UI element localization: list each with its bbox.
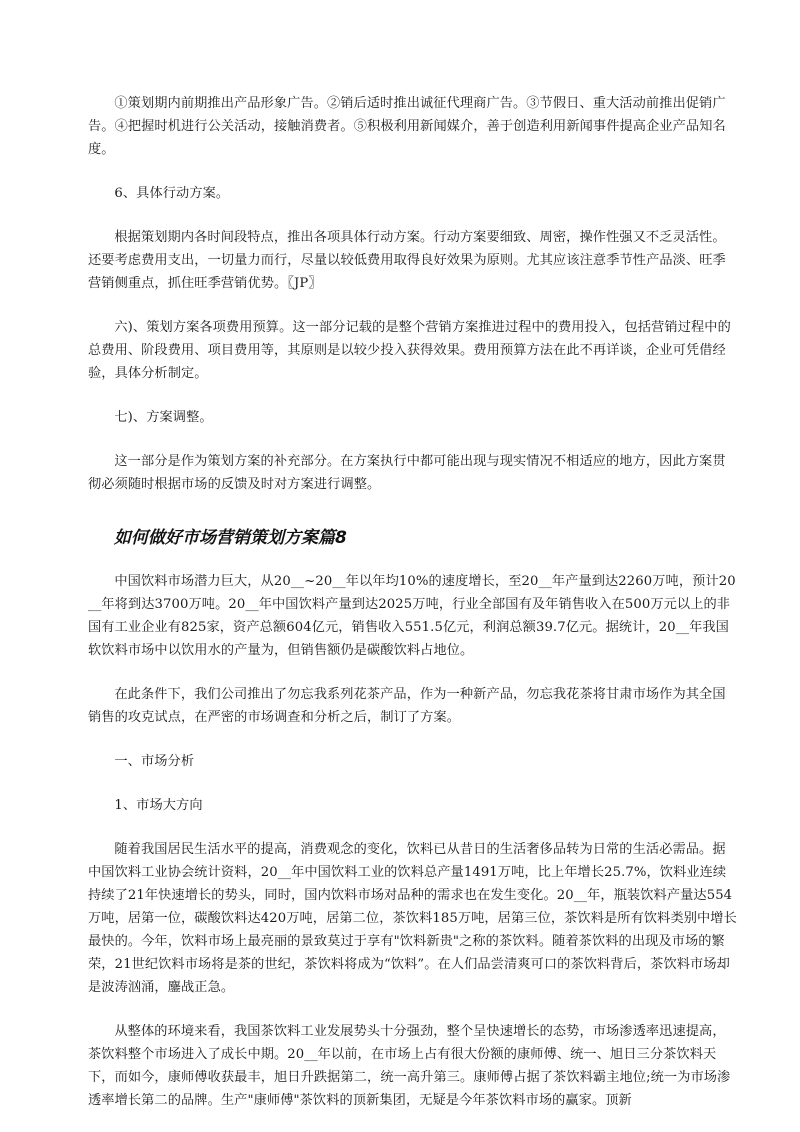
paragraph-product-intro: 在此条件下，我们公司推出了勿忘我系列花茶产品，作为一种新产品，勿忘我花茶将甘肃市场作为其全国销售的攻克试点，在严密的市场调查和分析之后，制订了方案。: [88, 687, 726, 725]
paragraph-market-direction-title: 1、市场大方向: [114, 798, 203, 813]
document-page: [88, 92, 738, 1112]
paragraph-overall-environment: 从整体的环境来看，我国茶饮料工业发展势头十分强劲，整个呈快速增长的态势，市场渗透率迅速提高，茶饮料整个市场进入了成长中期。20__年以前，在市场上占有很大份额的康师傅、统一、旭日三分茶饮料天下，而如今，康师傅收获最丰，旭日升跌据第二，统一高升第三。康师傅占据了茶饮料霸主地位;统一为市场渗透率增长第二的品牌。生产"康师傅"茶饮料的顶新集团，无疑是今年茶饮料市场的赢家。顶新: [88, 1024, 731, 1108]
paragraph-ad-schedule: ①策划期内前期推出产品形象广告。②销后适时推出诚征代理商广告。③节假日、重大活动前推出促销广告。④把握时机进行公关活动，接触消费者。⑤积极利用新闻媒介，善于创造利用新闻事件提高企业产品知名度。: [88, 96, 726, 157]
paragraph-market-potential: 中国饮料市场潜力巨大，从20__~20__年以年均10%的速度增长，至20__年产量到达2260万吨，预计20__年将到达3700万吨。20__年中国饮料产量到达2025万吨，行业全部国有及年销售收入在500万元以上的非国有工业企业有825家，资产总额604亿元，销售收入551.5亿元，利润总额39.7亿元。据统计，20__年我国软饮料市场中以饮用水的产量为，但销售额仍是碳酸饮料占地位。: [88, 574, 736, 658]
paragraph-market-analysis-title: 一、市场分析: [114, 754, 195, 769]
paragraph-action-plan: 根据策划期内各时间段特点，推出各项具体行动方案。行动方案要细致、周密，操作性强又不乏灵活性。还要考虑费用支出，一切量力而行，尽量以较低费用取得良好效果为原则。尤其应该注意季节性产品淡、旺季营销侧重点，抓住旺季营销优势。〖JP〗: [88, 230, 726, 291]
section-heading: 如何做好市场营销策划方案篇8: [114, 528, 347, 548]
paragraph-adjust-title: 七)、方案调整。: [114, 410, 213, 425]
paragraph-adjust: 这一部分是作为策划方案的补充部分。在方案执行中都可能出现与现实情况不相适应的地方，因此方案贯彻必须随时根据市场的反馈及时对方案进行调整。: [88, 454, 726, 492]
paragraph-market-direction: 随着我国居民生活水平的提高，消费观念的变化，饮料已从昔日的生活奢侈品转为日常的生活必需品。据中国饮料工业协会统计资料，20__年中国饮料工业的饮料总产量1491万吨，比上年增长25.7%，饮料业连续持续了21年快速增长的势头，同时，国内饮料市场对品种的需求也在发生变化。20__年，瓶装饮料产量达554万吨，居第一位，碳酸饮料达420万吨，居第二位，茶饮料185万吨，居第三位，茶饮料是所有饮料类别中增长最快的。今年，饮料市场上最亮丽的景致莫过于享有"饮料新贵"之称的茶饮料。随着茶饮料的出现及市场的繁荣，21世纪饮料市场将是茶的世纪，茶饮料将成为“饮料”。在人们品尝清爽可口的茶饮料背后，茶饮料市场却是波涛汹涌，鏖战正急。: [88, 842, 737, 995]
paragraph-action-plan-title: 6、具体行动方案。: [114, 186, 230, 201]
paragraph-budget: 六)、策划方案各项费用预算。这一部分记载的是整个营销方案推进过程中的费用投入，包括营销过程中的总费用、阶段费用、项目费用等，其原则是以较少投入获得效果。费用预算方法在此不再详谈，企业可凭借经验，具体分析制定。: [88, 320, 731, 381]
